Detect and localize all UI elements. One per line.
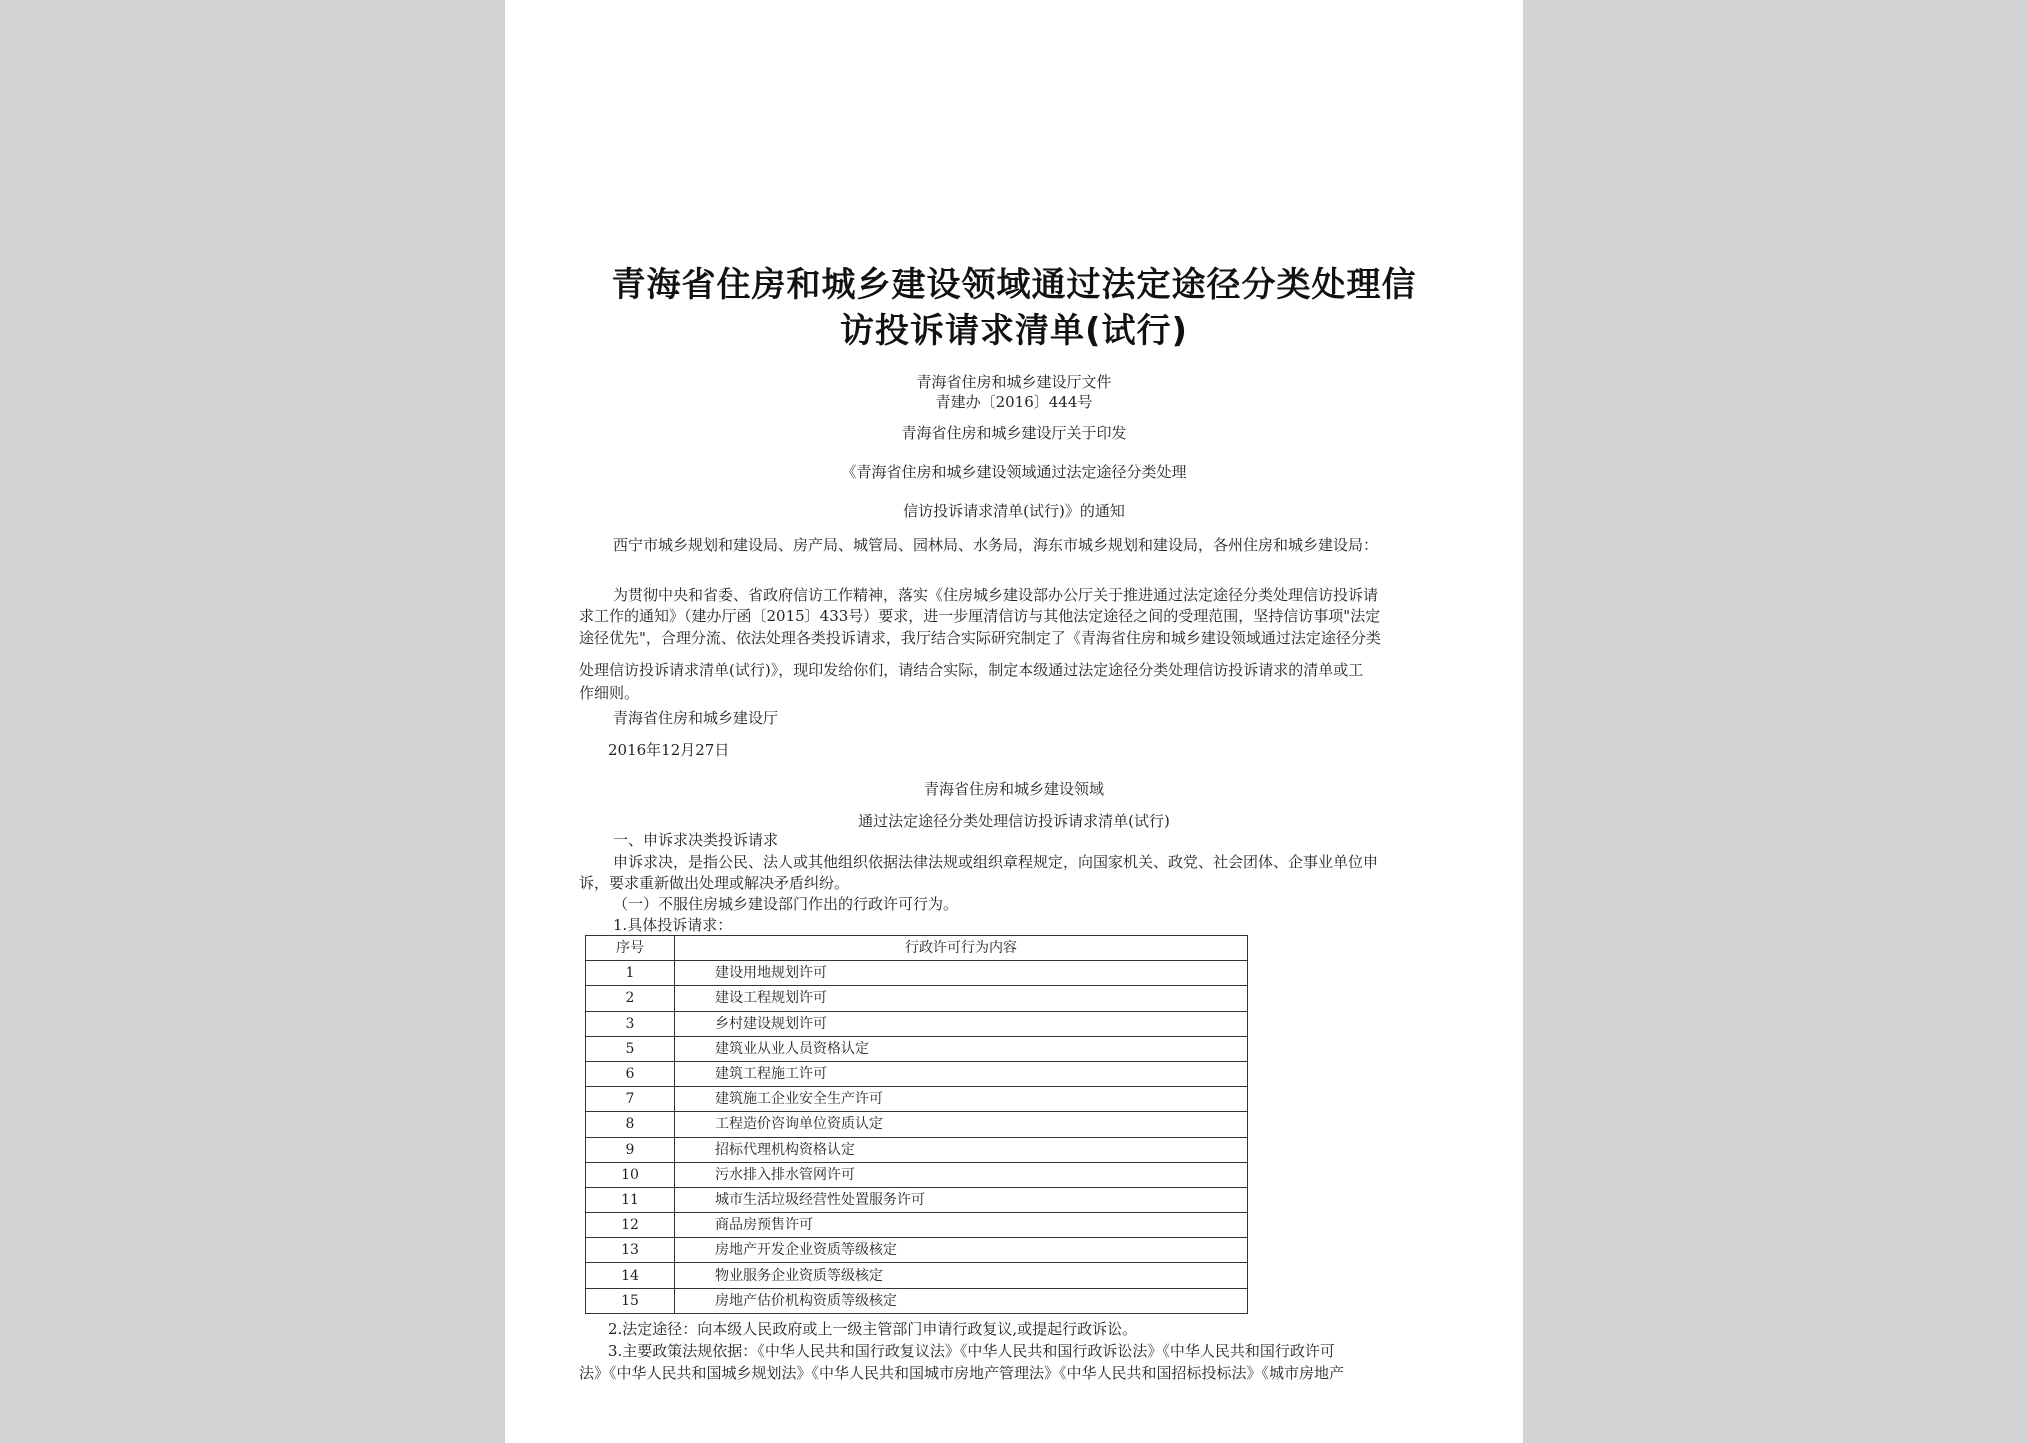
item-3-legal-basis-line-1: 3.主要政策法规依据：《中华人民共和国行政复议法》《中华人民共和国行政诉讼法》《中华人民共和国行政许可	[608, 1342, 1335, 1360]
row-content: 建设工程规划许可	[675, 986, 1248, 1011]
row-content: 城市生活垃圾经营性处置服务许可	[675, 1187, 1248, 1212]
row-content: 商品房预售许可	[675, 1213, 1248, 1238]
table-row	[586, 1213, 1248, 1238]
row-content: 房地产开发企业资质等级核定	[675, 1238, 1248, 1263]
table-header-number: 序号	[586, 936, 675, 961]
signature-date: 2016年12月27日	[608, 741, 730, 759]
row-number: 12	[586, 1213, 675, 1238]
body-paragraph-line: 作细则。	[579, 684, 640, 702]
section-1-heading: 一、申诉求决类投诉请求	[613, 831, 779, 849]
row-content: 工程造价咨询单位资质认定	[675, 1112, 1248, 1137]
row-content: 污水排入排水管网许可	[675, 1162, 1248, 1187]
row-number: 9	[586, 1137, 675, 1162]
row-content: 物业服务企业资质等级核定	[675, 1263, 1248, 1288]
table-row	[586, 1288, 1248, 1313]
list-title-line-1: 青海省住房和城乡建设领域	[923, 780, 1104, 798]
row-number: 15	[586, 1288, 675, 1313]
section-1-definition-line-2: 诉，要求重新做出处理或解决矛盾纠纷。	[579, 874, 850, 892]
body-paragraph-line: 为贯彻中央和省委、省政府信访工作精神，落实《住房城乡建设部办公厅关于推进通过法定途径分类处理信访投诉请	[613, 586, 1379, 604]
row-number: 3	[586, 1011, 675, 1036]
notice-heading-line-3: 信访投诉请求清单(试行)》的通知	[903, 502, 1125, 520]
row-number: 13	[586, 1238, 675, 1263]
table-row	[586, 1036, 1248, 1061]
table-row	[586, 1137, 1248, 1162]
table-row	[586, 1162, 1248, 1187]
table-row	[586, 961, 1248, 986]
document-page	[505, 0, 1523, 1443]
table-row	[586, 1263, 1248, 1288]
row-content: 房地产估价机构资质等级核定	[675, 1288, 1248, 1313]
issuer-file-label: 青海省住房和城乡建设厅文件	[916, 373, 1112, 391]
row-content: 建筑工程施工许可	[675, 1061, 1248, 1086]
body-paragraph-line: 处理信访投诉请求清单(试行)》，现印发给你们，请结合实际，制定本级通过法定途径分类处理信访投诉请求的清单或工	[579, 661, 1364, 679]
row-number: 10	[586, 1162, 675, 1187]
row-number: 6	[586, 1061, 675, 1086]
row-content: 建筑施工企业安全生产许可	[675, 1087, 1248, 1112]
table-row	[586, 1087, 1248, 1112]
table-row	[586, 1112, 1248, 1137]
row-number: 7	[586, 1087, 675, 1112]
table-header-content: 行政许可行为内容	[675, 936, 1248, 961]
item-3-legal-basis-line-2: 法》《中华人民共和国城乡规划法》《中华人民共和国城市房地产管理法》《中华人民共和国招标投标法》《城市房地产	[579, 1364, 1345, 1382]
document-number: 青建办〔2016〕444号	[935, 393, 1093, 411]
row-content: 建筑业从业人员资格认定	[675, 1036, 1248, 1061]
signature-organization: 青海省住房和城乡建设厅	[613, 709, 779, 727]
list-title-line-2: 通过法定途径分类处理信访投诉请求清单(试行)	[858, 812, 1170, 830]
row-content: 建设用地规划许可	[675, 961, 1248, 986]
row-number: 11	[586, 1187, 675, 1212]
administrative-permits-table	[585, 935, 1248, 1314]
notice-heading-line-1: 青海省住房和城乡建设厅关于印发	[901, 424, 1127, 442]
recipients-line: 西宁市城乡规划和建设局、房产局、城管局、园林局、水务局，海东市城乡规划和建设局，各州住房和城乡建设局：	[613, 536, 1379, 554]
table-header-row	[586, 936, 1248, 961]
row-content: 乡村建设规划许可	[675, 1011, 1248, 1036]
row-number: 5	[586, 1036, 675, 1061]
row-number: 2	[586, 986, 675, 1011]
subsection-1-heading: （一）不服住房城乡建设部门作出的行政许可行为。	[613, 895, 959, 913]
document-title-line-2: 访投诉请求清单(试行)	[839, 311, 1189, 351]
section-1-definition-line-1: 申诉求决，是指公民、法人或其他组织依据法律法规或组织章程规定，向国家机关、政党、社会团体、企事业单位申	[613, 853, 1379, 871]
item-1-label: 1.具体投诉请求：	[613, 916, 733, 934]
notice-heading-line-2: 《青海省住房和城乡建设领域通过法定途径分类处理	[841, 463, 1187, 481]
table-row	[586, 1187, 1248, 1212]
table-row	[586, 986, 1248, 1011]
row-number: 14	[586, 1263, 675, 1288]
table-row	[586, 1061, 1248, 1086]
table-row	[586, 1238, 1248, 1263]
row-number: 1	[586, 961, 675, 986]
body-paragraph-line: 途径优先"，合理分流、依法处理各类投诉请求，我厅结合实际研究制定了《青海省住房和城乡建设领域通过法定途径分类	[579, 629, 1381, 647]
document-title-line-1: 青海省住房和城乡建设领域通过法定途径分类处理信	[611, 265, 1417, 305]
row-number: 8	[586, 1112, 675, 1137]
body-paragraph-line: 求工作的通知》（建办厅函〔2015〕433号）要求，进一步厘清信访与其他法定途径之间的受理范围，坚持信访事项"法定	[579, 607, 1381, 625]
item-2-legal-channel: 2.法定途径：向本级人民政府或上一级主管部门申请行政复议,或提起行政诉讼。	[608, 1320, 1138, 1338]
table-row	[586, 1011, 1248, 1036]
row-content: 招标代理机构资格认定	[675, 1137, 1248, 1162]
